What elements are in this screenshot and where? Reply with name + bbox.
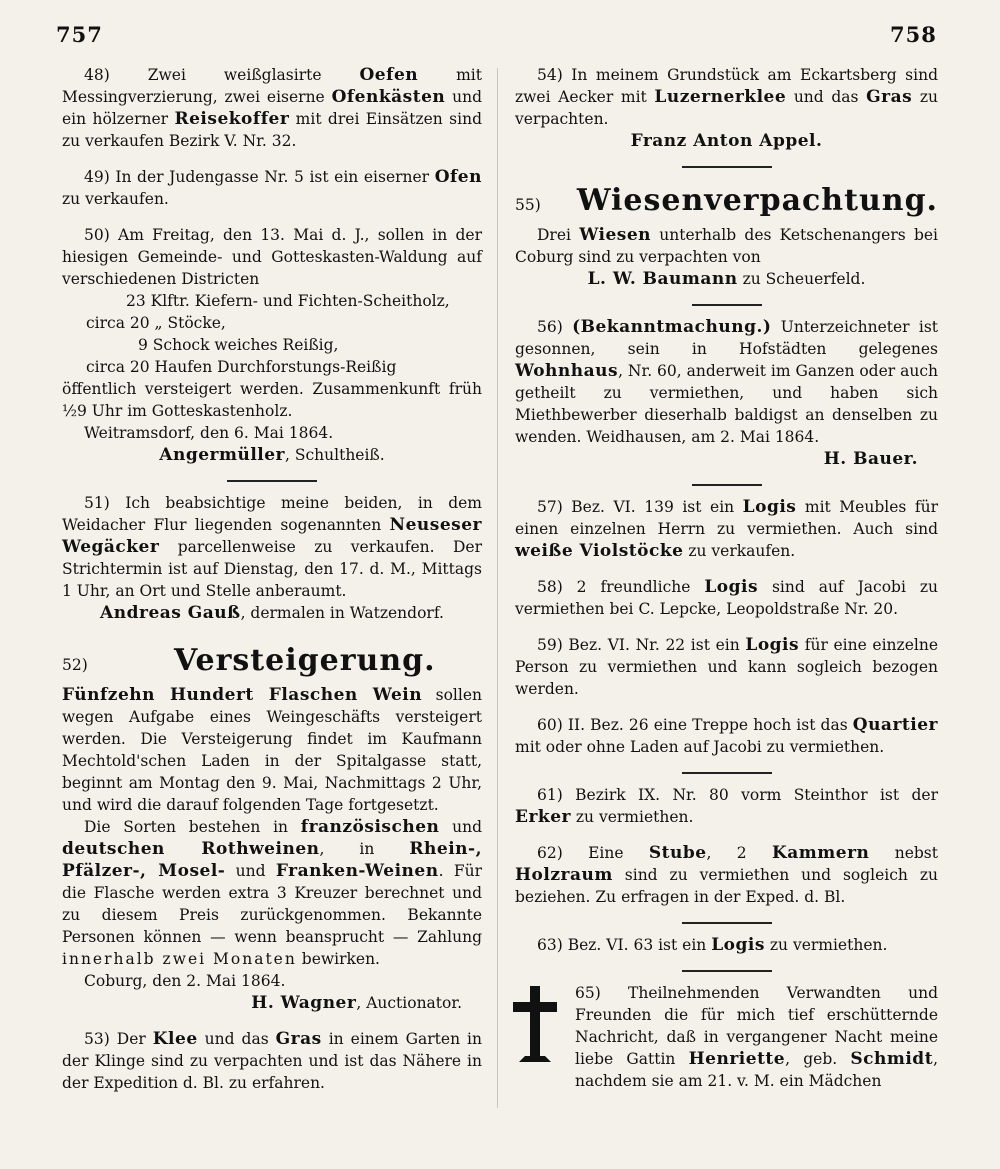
- page-number-right: 758: [890, 22, 937, 47]
- advert-61: 61) Bezirk IX. Nr. 80 vorm Steinthor ist der Erker zu vermiethen.: [515, 786, 938, 827]
- separator-rule: [227, 480, 317, 482]
- advert-50-outro: öffentlich versteigert werden. Zusammenkunft früh ½9 Uhr im Gotteskastenholz.: [62, 380, 482, 420]
- advert-55: 55) Wiesenverpachtung. Drei Wiesen unterhalb des Ketschenangers bei Coburg sind zu verpachten von L. W. Baumann zu Scheuerfeld.: [515, 183, 938, 289]
- advert-51: 51) Ich beabsichtige meine beiden, in dem Weidacher Flur liegenden sogenannten Neuseser Wegäcker parcellenweise zu verkaufen. Der Strichtermin ist auf Dienstag, den 17. d. M., Mittags 1 Uhr, an Ort und Stelle anberaumt. Andreas Gauß, dermalen in Watzendorf.: [62, 494, 482, 623]
- signature: H. Wagner, Auctionator.: [251, 993, 462, 1013]
- separator-rule: [682, 922, 772, 924]
- signature: Andreas Gauß, dermalen in Watzendorf.: [100, 603, 444, 623]
- advert-number: 52): [62, 656, 88, 674]
- list-item: circa 20 Haufen Durchforstungs-Reißig: [86, 358, 397, 376]
- advert-57: 57) Bez. VI. 139 ist ein Logis mit Meubles für einen einzelnen Herrn zu vermiethen. Auch sind weiße Violstöcke zu verkaufen.: [515, 497, 938, 561]
- list-item: 23 Klftr. Kiefern- und Fichten-Scheitholz,: [126, 292, 450, 310]
- signature: L. W. Baumann zu Scheuerfeld.: [587, 269, 866, 289]
- advert-58: 58) 2 freundliche Logis sind auf Jacobi zu vermiethen bei C. Lepcke, Leopoldstraße Nr. 20.: [515, 577, 938, 618]
- advert-50-items: [86, 290, 482, 378]
- advert-52: 52) Versteigerung. Fünfzehn Hundert Flaschen Wein sollen wegen Aufgabe eines Weingeschäfts versteigert werden. Die Versteigerung findet im Kaufmann Mechtold'schen Laden in der Spitalgasse statt, beginnt am Montag den 9. Mai, Nachmittags 2 Uhr, und wird die darauf folgenden Tage fortgesetzt. Die Sorten bestehen in französischen und deutschen Rothweinen, in Rhein-, Pfälzer-, Mosel- und Franken-Weinen. Für die Flasche werden extra 3 Kreuzer berechnet und zu diesem Preis zurückgenommen. Bekannte Personen können — wenn beansprucht — Zahlung innerhalb zwei Monaten bewirken. Coburg, den 2. Mai 1864. H. Wagner, Auctionator.: [62, 643, 482, 1013]
- separator-rule: [682, 166, 772, 168]
- separator-rule: [692, 484, 762, 486]
- advert-59: 59) Bez. VI. Nr. 22 ist ein Logis für eine einzelne Person zu vermiethen und kann sogleich bezogen werden.: [515, 635, 938, 698]
- advert-50-intro: 50) Am Freitag, den 13. Mai d. J., sollen in der hiesigen Gemeinde- und Gotteskasten-Waldung auf verschiedenen Districten: [62, 226, 482, 288]
- signature: Angermüller, Schultheiß.: [159, 445, 385, 465]
- separator-rule: [682, 970, 772, 972]
- place-date: Coburg, den 2. Mai 1864.: [84, 972, 286, 990]
- advert-53: 53) Der Klee und das Gras in einem Garten in der Klinge sind zu verpachten und ist das Nähere in der Expedition d. Bl. zu erfahren.: [62, 1029, 482, 1092]
- list-item: 9 Schock weiches Reißig,: [138, 336, 339, 354]
- separator-rule: [682, 772, 772, 774]
- advert-62: 62) Eine Stube, 2 Kammern nebst Holzraum sind zu vermiethen und sogleich zu beziehen. Zu erfragen in der Exped. d. Bl.: [515, 843, 938, 906]
- left-column: [62, 64, 482, 1108]
- cross-icon: [507, 984, 563, 1064]
- list-item: circa 20 „ Stöcke,: [86, 314, 226, 332]
- advert-60: 60) II. Bez. 26 eine Treppe hoch ist das Quartier mit oder ohne Laden auf Jacobi zu vermiethen.: [515, 715, 938, 756]
- separator-rule: [692, 304, 762, 306]
- signature: H. Bauer.: [823, 449, 918, 469]
- page-number-left: 757: [56, 22, 103, 47]
- advert-63: 63) Bez. VI. 63 ist ein Logis zu vermiethen.: [537, 935, 888, 955]
- signature: Franz Anton Appel.: [630, 131, 823, 151]
- advert-49: 49) In der Judengasse Nr. 5 ist ein eiserner Ofen zu verkaufen.: [62, 167, 482, 208]
- right-column: [515, 64, 938, 1106]
- advert-56: 56) (Bekanntmachung.) Unterzeichneter ist gesonnen, sein in Hofstädten gelegenes Wohnhaus, Nr. 60, anderweit im Ganzen oder auch getheilt zu vermiethen, und haben sich Miethbewerber dieserhalb baldigst an denselben zu wenden. Weidhausen, am 2. Mai 1864. H. Bauer.: [515, 317, 939, 469]
- column-divider: [497, 68, 498, 1108]
- heading: Versteigerung.: [174, 643, 436, 678]
- advert-65: 65) Theilnehmenden Verwandten und Freunden die für mich tief erschütternde Nachricht, daß in vergangener Nacht meine liebe Gattin Henriette, geb. Schmidt, nachdem sie am 21. v. M. ein Mädchen: [515, 982, 938, 1092]
- advert-50: [62, 224, 482, 466]
- advert-48: 48) Zwei weißglasirte Oefen mit Messingverzierung, zwei eiserne Ofenkästen und ein hölzerner Reisekoffer mit drei Einsätzen sind zu verkaufen Bezirk V. Nr. 32.: [62, 65, 482, 150]
- place-date: Weitramsdorf, den 6. Mai 1864.: [84, 424, 334, 442]
- advert-number: 55): [515, 196, 541, 214]
- advert-54: 54) In meinem Grundstück am Eckartsberg sind zwei Aecker mit Luzernerklee und das Gras zu verpachten. Franz Anton Appel.: [515, 66, 938, 151]
- heading: Wiesenverpachtung.: [576, 183, 938, 218]
